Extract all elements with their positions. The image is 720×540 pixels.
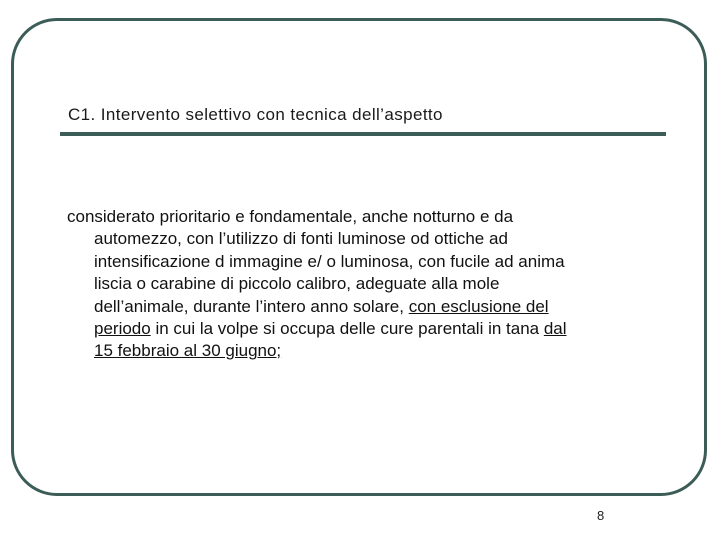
slide-title: C1. Intervento selettivo con tecnica dell’aspetto bbox=[68, 105, 443, 124]
body-line-6-text: in cui la volpe si occupa delle cure parentali in tana bbox=[150, 319, 544, 339]
exclusion-underlined-text: con esclusione del bbox=[408, 296, 549, 316]
body-line-5 bbox=[67, 296, 667, 318]
body-line-4: liscia o carabine di piccolo calibro, adeguate alla mole bbox=[94, 274, 500, 294]
body-line-6 bbox=[67, 318, 667, 340]
body-line-2: automezzo, con l’utilizzo di fonti luminose od ottiche ad bbox=[94, 229, 508, 249]
date-start-underlined-text: dal bbox=[543, 319, 567, 339]
body-line-3: intensificazione d immagine e/ o luminosa, con fucile ad anima bbox=[94, 251, 565, 271]
body-line-1: considerato prioritario e fondamentale, anche notturno e da bbox=[67, 207, 514, 226]
body-paragraph bbox=[67, 206, 667, 363]
body-line-5-text: dell’animale, durante l’intero anno solare, bbox=[94, 296, 409, 316]
date-range-underlined-text: 15 febbraio al 30 giugno; bbox=[94, 341, 282, 361]
body-line-7 bbox=[67, 340, 667, 362]
title-underline-divider bbox=[60, 132, 666, 136]
period-underlined-text: periodo bbox=[94, 319, 151, 339]
page-number: 8 bbox=[597, 508, 605, 523]
